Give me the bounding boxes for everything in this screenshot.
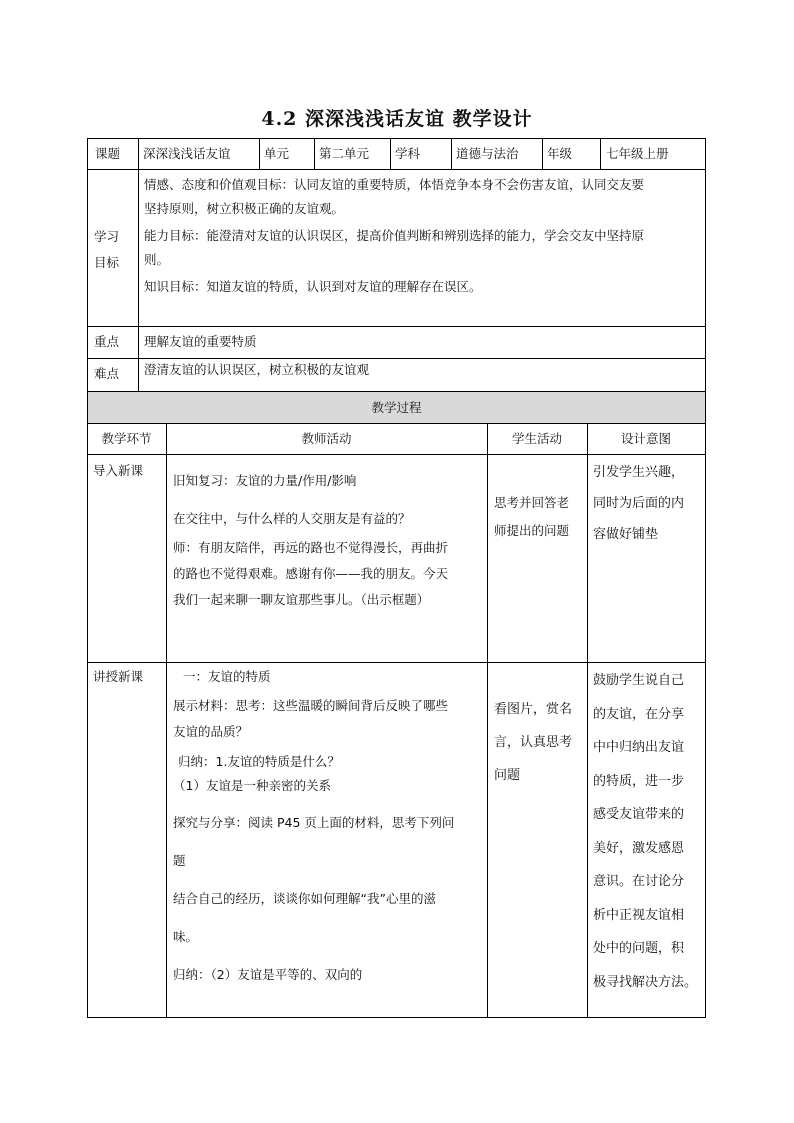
ability-objective-line2: 则。 — [144, 252, 170, 267]
lecture-design-intent — [593, 664, 697, 999]
grade-value: 七年级上册 — [606, 146, 669, 161]
lecture-teacher-line2: 展示材料：思考：这些温暖的瞬间背后反映了哪些 — [173, 698, 449, 713]
difficulty-value: 澄清友谊的认识误区，树立积极的友谊观 — [144, 362, 370, 377]
lecture-intent-line9: 处中的问题，积 — [593, 941, 685, 956]
lecture-teacher-line7: 题 — [173, 853, 186, 868]
lecture-intent-line10: 极寻找解决方法。 — [593, 974, 698, 990]
emotion-objective-line2: 坚持原则，树立积极正确的友谊观。 — [144, 201, 345, 216]
lecture-intent-line6: 美好，激发感恩 — [593, 840, 685, 856]
intro-design-intent — [593, 457, 684, 550]
course-label: 课题 — [95, 146, 121, 161]
grade-label: 年级 — [547, 146, 573, 161]
process-header: 教学过程 — [371, 400, 422, 415]
lecture-intent-line3: 中中归纳出友谊 — [593, 740, 685, 755]
col-intent-header: 设计意图 — [620, 431, 671, 446]
intro-teacher-line4: 的路也不觉得艰难。感谢有你——我的朋友。今天 — [173, 566, 449, 581]
emotion-objective-line1: 情感、态度和价值观目标：认同友谊的重要特质，体悟竞争本身不会伤害友谊，认同交友要 — [144, 177, 645, 192]
lecture-teacher-line6: 探究与分享：阅读 P45 页上面的材料，思考下列问 — [173, 815, 455, 830]
lecture-intent-line4: 的特质，进一步 — [593, 773, 685, 789]
col-teacher-header: 教师活动 — [301, 431, 352, 446]
lecture-teacher-line3: 友谊的品质？ — [173, 724, 249, 739]
lecture-intent-line2: 的友谊，在分享 — [593, 706, 685, 722]
intro-teacher-activity — [173, 472, 485, 613]
intro-intent-line1: 引发学生兴趣， — [593, 465, 685, 480]
document-title: 4.2 深深浅浅话友谊 教学设计 — [261, 108, 533, 130]
lecture-teacher-line5: （1）友谊是一种亲密的关系 — [173, 778, 331, 793]
knowledge-objective: 知识目标：知道友谊的特质，认识到对友谊的理解存在误区。 — [144, 279, 482, 294]
subject-label: 学科 — [395, 146, 421, 161]
intro-teacher-line5: 我们一起来聊一聊友谊那些事儿。（出示框题） — [173, 592, 430, 607]
lesson-plan-table — [87, 138, 706, 1018]
lecture-intent-line1: 鼓励学生说自己 — [593, 673, 685, 688]
lecture-student-activity — [494, 693, 572, 792]
key-point-value: 理解友谊的重要特质 — [144, 334, 257, 349]
lecture-intent-line7: 意识。在讨论分 — [593, 874, 685, 889]
intro-teacher-line1: 旧知复习：友谊的力量/作用/影响 — [173, 473, 357, 488]
lecture-intent-line5: 感受友谊带来的 — [593, 807, 685, 822]
subject-value: 道德与法治 — [456, 146, 519, 161]
unit-label: 单元 — [264, 146, 290, 161]
course-value: 深深浅浅话友谊 — [143, 146, 231, 161]
lecture-student-line3: 问题 — [494, 768, 521, 783]
intro-student-line2: 师提出的问题 — [494, 523, 570, 538]
lecture-teacher-line4: 归纳：1.友谊的特质是什么？ — [178, 754, 340, 769]
lecture-student-line2: 言，认真思考 — [494, 735, 573, 750]
lecture-teacher-activity — [173, 668, 485, 984]
intro-intent-line3: 容做好铺垫 — [593, 527, 659, 542]
difficulty-label: 难点 — [94, 366, 120, 381]
ability-objective-line1: 能力目标：能澄清对友谊的认识误区，提高价值判断和辨别选择的能力，学会交友中坚持原 — [144, 228, 645, 243]
intro-teacher-line3: 师：有朋友陪伴，再远的路也不觉得漫长，再曲折 — [173, 540, 449, 555]
lecture-student-line1: 看图片，赏名 — [494, 702, 573, 717]
objectives-label-line2: 目标 — [94, 255, 120, 270]
lecture-teacher-line9: 味。 — [173, 929, 199, 944]
intro-stage: 导入新课 — [93, 463, 144, 478]
lecture-teacher-line1: 一：友谊的特质 — [183, 669, 271, 684]
intro-student-activity — [494, 489, 569, 545]
lecture-teacher-line8: 结合自己的经历，谈谈你如何理解“我”心里的滋 — [173, 891, 436, 906]
col-stage-header: 教学环节 — [101, 431, 152, 446]
objectives-label-line1: 学习 — [94, 229, 120, 244]
objectives-content — [144, 173, 702, 299]
intro-student-line1: 思考并回答老 — [494, 495, 570, 510]
lecture-stage: 讲授新课 — [93, 669, 144, 684]
intro-intent-line2: 同时为后面的内 — [593, 496, 685, 511]
lecture-intent-line8: 析中正视友谊相 — [593, 907, 685, 923]
objectives-label — [94, 224, 119, 276]
unit-value: 第二单元 — [319, 146, 370, 161]
lecture-teacher-line10: 归纳：（2）友谊是平等的、双向的 — [173, 967, 363, 982]
intro-teacher-line2: 在交往中，与什么样的人交朋友是有益的？ — [173, 511, 411, 526]
key-point-label: 重点 — [94, 334, 120, 349]
col-student-header: 学生活动 — [511, 431, 562, 446]
